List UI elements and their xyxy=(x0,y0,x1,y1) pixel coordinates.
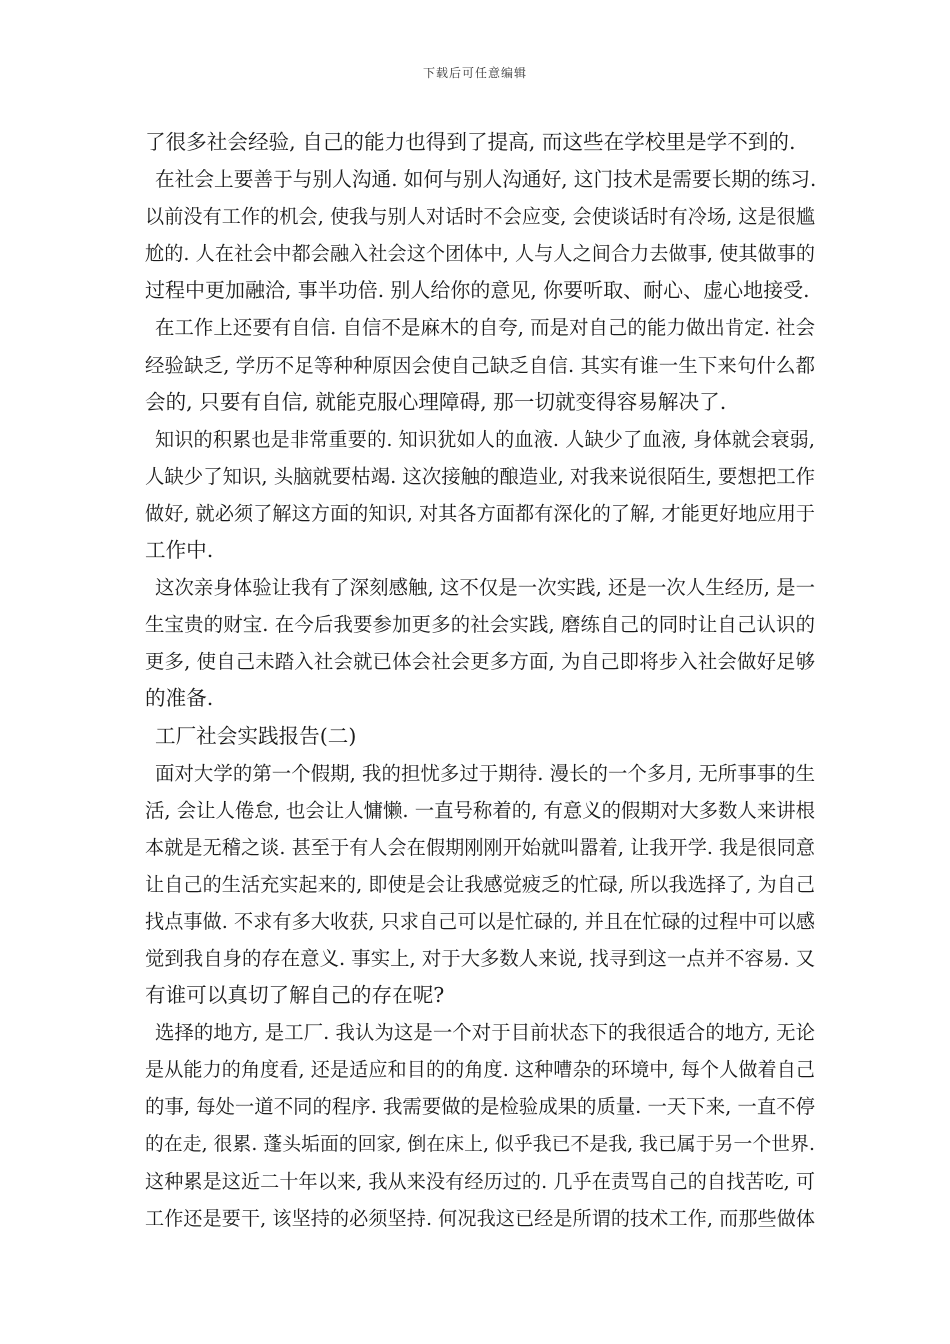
page-header-note: 下载后可任意编辑 xyxy=(422,66,527,80)
text-line: 面对大学的第一个假期, 我的担忧多过于期待. 漫长的一个多月, 无所事事的生 xyxy=(155,761,815,785)
text-line: 会的, 只要有自信, 就能克服心理障碍, 那一切就变得容易解决了. xyxy=(145,389,727,414)
text-line: 了很多社会经验, 自己的能力也得到了提高, 而这些在学校里是学不到的. xyxy=(145,130,796,154)
text-line: 经验缺乏, 学历不足等种种原因会使自己缺乏自信. 其实有谁一生下来句什么都 xyxy=(145,353,815,377)
text-line: 在工作上还要有自信. 自信不是麻木的自夸, 而是对自己的能力做出肯定. 社会 xyxy=(155,316,815,340)
text-line: 选择的地方, 是工厂. 我认为这是一个对于目前状态下的我很适合的地方, 无论 xyxy=(155,1021,815,1045)
text-line: 这次亲身体验让我有了深刻感触, 这不仅是一次实践, 还是一次人生经历, 是一 xyxy=(155,576,815,600)
text-line: 生宝贵的财宝. 在今后我要参加更多的社会实践, 磨练自己的同时让自己认识的 xyxy=(145,613,815,637)
document-body xyxy=(145,124,815,1237)
text-line: 以前没有工作的机会, 使我与别人对话时不会应变, 会使谈话时有冷场, 这是很尴 xyxy=(145,205,815,229)
text-line: 让自己的生活充实起来的, 即使是会让我感觉疲乏的忙碌, 所以我选择了, 为自己 xyxy=(145,872,815,896)
text-line: 这种累是这近二十年以来, 我从来没有经历过的. 几乎在责骂自己的自找苦吃, 可 xyxy=(145,1169,815,1193)
text-line: 的事, 每处一道不同的程序. 我需要做的是检验成果的质量. 一天下来, 一直不停 xyxy=(145,1095,815,1119)
text-line: 找点事做. 不求有多大收获, 只求自己可以是忙碌的, 并且在忙碌的过程中可以感 xyxy=(145,909,815,933)
text-line: 的在走, 很累. 蓬头垢面的回家, 倒在床上, 似乎我已不是我, 我已属于另一个世界. xyxy=(145,1133,815,1155)
text-line: 本就是无稽之谈. 甚至于有人会在假期刚刚开始就叫嚣着, 让我开学. 我是很同意 xyxy=(145,835,815,859)
text-line: 工厂社会实践报告(二) xyxy=(155,723,357,748)
text-line: 在社会上要善于与别人沟通. 如何与别人沟通好, 这门技术是需要长期的练习. xyxy=(155,168,817,192)
text-line: 有谁可以真切了解自己的存在呢? xyxy=(145,983,445,1008)
text-line: 工作中. xyxy=(145,538,214,563)
text-line: 更多, 使自己未踏入社会就已体会社会更多方面, 为自己即将步入社会做好足够 xyxy=(145,650,815,674)
text-line: 的准备. xyxy=(145,686,214,711)
text-line: 尬的. 人在社会中都会融入社会这个团体中, 人与人之间合力去做事, 使其做事的 xyxy=(145,242,815,266)
text-line: 做好, 就必须了解这方面的知识, 对其各方面都有深化的了解, 才能更好地应用于 xyxy=(145,501,815,525)
text-line: 活, 会让人倦怠, 也会让人慵懒. 一直号称着的, 有意义的假期对大多数人来讲根 xyxy=(145,798,815,822)
text-line: 过程中更加融洽, 事半功倍. 别人给你的意见, 你要听取、耐心、虚心地接受. xyxy=(145,278,810,303)
text-line: 人缺少了知识, 头脑就要枯竭. 这次接触的酿造业, 对我来说很陌生, 要想把工作 xyxy=(145,464,815,488)
text-line: 觉到我自身的存在意义. 事实上, 对于大多数人来说, 找寻到这一点并不容易. 又 xyxy=(145,947,815,971)
text-line: 工作还是要干, 该坚持的必须坚持. 何况我这已经是所谓的技术工作, 而那些做体 xyxy=(145,1206,815,1230)
text-line: 知识的积累也是非常重要的. 知识犹如人的血液. 人缺少了血液, 身体就会衰弱, xyxy=(155,427,815,451)
text-line: 是从能力的角度看, 还是适应和目的的角度. 这种嘈杂的环境中, 每个人做着自己 xyxy=(145,1058,815,1082)
